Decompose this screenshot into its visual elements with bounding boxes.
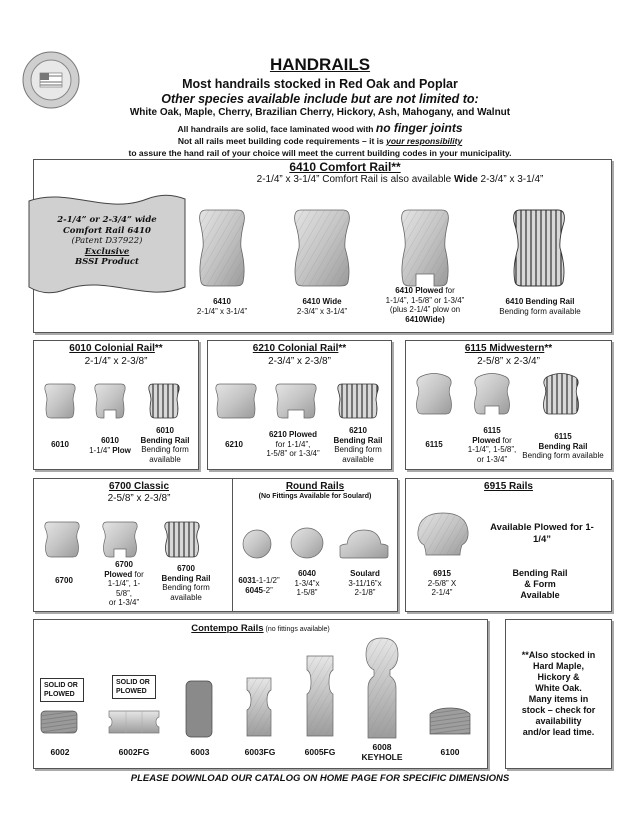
label-6010-bending bbox=[133, 426, 197, 464]
label-6002: 6002 bbox=[50, 747, 70, 757]
comfort-subtitle-text: 2-1/4” x 3-1/4” Comfort Rail is also available bbox=[256, 174, 454, 185]
label-6210-bending bbox=[326, 426, 390, 464]
profile-6008-keyhole bbox=[362, 636, 402, 740]
label-6915 bbox=[414, 569, 470, 598]
stock-line: Most handrails stocked in Red Oak and Poplar bbox=[182, 77, 458, 91]
stock-note-l8: and/or lead time. bbox=[522, 727, 595, 737]
desc-6700-plowed-d: or 1-3/4” bbox=[108, 598, 140, 607]
desc-6115-plowed-b: 1-1/4”, 1-5/8”, bbox=[467, 445, 517, 454]
profile-6410-bending bbox=[510, 208, 568, 288]
desc-6040-b: 1-5/8” bbox=[296, 588, 318, 597]
codes-note-line2: to assure the hand rail of your choice will meet the current building codes in your municipality. bbox=[128, 148, 512, 158]
profile-6003 bbox=[185, 680, 213, 738]
code-6040: 6040 bbox=[298, 569, 316, 578]
profile-6005fg bbox=[303, 654, 337, 738]
desc-6010-plow-b: Plow bbox=[112, 445, 131, 455]
desc-6410-plowed-d: 6410Wide) bbox=[405, 314, 445, 324]
label-6002fg: 6002FG bbox=[118, 747, 150, 757]
round-rails-title: Round Rails bbox=[285, 481, 345, 492]
desc-6210-plowed: for 1-1/4”, bbox=[275, 439, 311, 449]
label-6410-plowed bbox=[375, 286, 475, 324]
profile-6002fg bbox=[106, 708, 162, 736]
desc-6115-plowed: for bbox=[500, 435, 512, 445]
code-6410-bending: 6410 Bending Rail bbox=[505, 297, 575, 306]
comfort-subtitle-bold: Wide bbox=[453, 174, 478, 185]
stock-note-l4: White Oak. bbox=[535, 683, 582, 693]
profile-6010-bending bbox=[147, 382, 181, 420]
desc-6010-plow: 1-1/4” bbox=[89, 445, 113, 455]
banner-line-size: 2-1/4” or 2-3/4” wide bbox=[57, 215, 157, 225]
contempo-note: (no fittings available) bbox=[263, 626, 330, 633]
code-6700-bending-b: Bending Rail bbox=[161, 573, 211, 583]
colonial-6210-title-text: 6210 Colonial Rail bbox=[252, 343, 339, 354]
label-6003fg: 6003FG bbox=[244, 747, 276, 757]
stock-note-l3: Hickory & bbox=[537, 672, 580, 682]
bending-note-a: Bending Rail bbox=[512, 568, 568, 578]
colonial-6010-title-suffix: ** bbox=[154, 343, 163, 354]
solid-note-text: All handrails are solid, face laminated wood with bbox=[177, 124, 376, 134]
stock-note bbox=[505, 650, 612, 738]
tag-solid-or-plowed-b: SOLID OR PLOWED bbox=[112, 675, 156, 699]
stock-note-l1: **Also stocked in bbox=[521, 650, 596, 660]
desc-6210-bending-b: available bbox=[342, 454, 374, 464]
label-6005fg: 6005FG bbox=[304, 747, 336, 757]
label-6115-bending bbox=[520, 432, 606, 461]
banner-line-exclusive: Exclusive bbox=[84, 246, 130, 257]
footer-note: PLEASE DOWNLOAD OUR CATALOG ON HOME PAGE FOR SPECIFIC DIMENSIONS bbox=[130, 773, 510, 784]
label-6003: 6003 bbox=[190, 747, 210, 757]
profile-6210-plowed bbox=[274, 382, 318, 420]
desc-6915-b: 2-1/4” bbox=[431, 588, 453, 597]
exclusive-banner bbox=[27, 189, 187, 299]
profile-6002 bbox=[40, 710, 78, 734]
rails-6915-plowed-note: Available Plowed for 1-1/4” bbox=[490, 522, 594, 545]
label-6700-bending bbox=[154, 564, 218, 602]
profile-6115-bending bbox=[541, 372, 581, 416]
label-6010: 6010 bbox=[51, 440, 69, 449]
code-6410-wide: 6410 Wide bbox=[302, 297, 342, 306]
profile-6210 bbox=[214, 382, 258, 420]
desc-6700-plowed-b: 1-1/4”, 1- bbox=[107, 579, 141, 588]
desc-6010-bending-b: available bbox=[149, 454, 181, 464]
profile-6410-plowed bbox=[398, 208, 452, 288]
code-6410: 6410 bbox=[213, 297, 231, 306]
desc-6210-plowed-b: 1-5/8” or 1-3/4” bbox=[266, 449, 320, 458]
label-6410-bending bbox=[494, 297, 586, 316]
round-rails-note: (No Fittings Available for Soulard) bbox=[258, 493, 372, 500]
codes-note-emphasis: your responsibility bbox=[386, 136, 463, 146]
label-6115: 6115 bbox=[425, 440, 443, 449]
code-keyhole: KEYHOLE bbox=[361, 751, 403, 762]
banner-line-patent: (Patent D37922) bbox=[71, 236, 143, 246]
tag-solid-or-plowed-a: SOLID OR PLOWED bbox=[40, 678, 84, 702]
code-6010-plow: 6010 bbox=[101, 436, 119, 445]
desc-6010-bending: Bending form bbox=[141, 445, 189, 454]
label-6100: 6100 bbox=[440, 747, 460, 757]
colonial-6010-title-text: 6010 Colonial Rail bbox=[69, 343, 155, 354]
code-6700-plowed: 6700 bbox=[115, 560, 133, 569]
species-heading: Other species available include but are not limited to: bbox=[161, 92, 479, 106]
label-6010-plow bbox=[85, 436, 135, 455]
banner-line-name: Comfort Rail 6410 bbox=[63, 225, 151, 236]
code-6700-plowed-b: Plowed bbox=[104, 569, 133, 579]
comfort-rail-title: 6410 Comfort Rail** bbox=[289, 160, 401, 174]
profile-6040 bbox=[289, 525, 325, 561]
desc-6700-plowed-c: 5/8”, bbox=[115, 588, 132, 598]
profile-6700 bbox=[43, 519, 81, 559]
colonial-6010-size: 2-1/4” x 2-3/8” bbox=[84, 356, 148, 367]
codes-note bbox=[0, 136, 640, 146]
profile-6115-plowed bbox=[472, 372, 512, 416]
colonial-6210-size: 2-3/4” x 2-3/8” bbox=[268, 356, 331, 367]
contempo-title-text: Contempo Rails bbox=[191, 623, 264, 634]
comfort-rail-subtitle bbox=[200, 174, 600, 185]
code-6210-plowed: 6210 Plowed bbox=[268, 430, 318, 439]
code-6915: 6915 bbox=[433, 569, 451, 578]
label-6210: 6210 bbox=[225, 440, 243, 449]
label-6040 bbox=[284, 569, 330, 598]
desc-6115-bending: Bending form available bbox=[522, 451, 604, 460]
desc-6410-plowed-c: (plus 2-1/4” plow on bbox=[389, 305, 461, 314]
solid-note-emphasis: no finger joints bbox=[375, 121, 463, 135]
codes-note-text: Not all rails meet building code requirements – it is bbox=[177, 136, 387, 146]
midwestern-title bbox=[405, 343, 612, 354]
profile-6003fg bbox=[244, 676, 274, 738]
label-6210-plowed bbox=[258, 430, 328, 459]
desc-6410-wide: 2-3/4” x 3-1/4” bbox=[296, 306, 348, 316]
colonial-6210-title bbox=[207, 343, 392, 354]
profile-6010-plow bbox=[93, 382, 127, 420]
desc-6210-bending: Bending form bbox=[334, 445, 382, 454]
desc-soulard-b: 2-1/8” bbox=[354, 588, 376, 597]
code-6031: 6031 bbox=[238, 576, 257, 585]
label-6115-plowed bbox=[458, 426, 526, 464]
rails-6915-title: 6915 Rails bbox=[484, 481, 533, 492]
desc-6410: 2-1/4” x 3-1/4” bbox=[196, 306, 248, 316]
desc-6700-bending: Bending form bbox=[162, 583, 210, 592]
code-6010-bending-b: Bending Rail bbox=[140, 435, 190, 445]
desc-6045: -2” bbox=[263, 585, 273, 595]
stock-note-l7: availability bbox=[535, 716, 582, 726]
profile-6010 bbox=[43, 382, 77, 420]
code-6115-plowed: 6115 bbox=[483, 426, 501, 435]
banner-line-product: BSSI Product bbox=[75, 257, 139, 267]
midwestern-title-text: 6115 Midwestern bbox=[464, 343, 545, 354]
code-6210-bending: 6210 bbox=[349, 426, 367, 435]
label-6700-plowed bbox=[96, 560, 152, 608]
species-list: White Oak, Maple, Cherry, Brazilian Cherry, Hickory, Ash, Mahogany, and Walnut bbox=[129, 107, 511, 118]
desc-6115-plowed-c: or 1-3/4” bbox=[476, 454, 508, 464]
midwestern-size: 2-5/8” x 2-3/4” bbox=[477, 356, 540, 367]
label-6031-6045 bbox=[234, 576, 284, 595]
label-6410 bbox=[182, 297, 262, 316]
bending-note-c: Available bbox=[520, 590, 560, 600]
profile-6210-bending bbox=[336, 382, 380, 420]
desc-6410-plowed-b: 1-1/4”, 1-5/8” or 1-3/4” bbox=[385, 295, 465, 305]
code-6210-bending-b: Bending Rail bbox=[333, 435, 383, 445]
colonial-6010-title bbox=[33, 343, 199, 354]
rails-6915-bending-note bbox=[484, 568, 596, 601]
profile-6700-bending bbox=[163, 519, 201, 559]
profile-6100 bbox=[428, 704, 472, 736]
classic-size: 2-5/8” x 2-3/8” bbox=[107, 493, 171, 504]
code-6115-bending-b: Bending Rail bbox=[538, 441, 588, 451]
midwestern-title-suffix: ** bbox=[544, 343, 553, 354]
desc-6915: 2-5/8” X bbox=[427, 578, 457, 588]
code-6700-bending: 6700 bbox=[177, 564, 195, 573]
stock-note-l5: Many items in bbox=[528, 694, 589, 704]
bending-note-b: & Form bbox=[524, 579, 556, 589]
solid-note bbox=[0, 121, 640, 135]
label-6410-wide bbox=[280, 297, 364, 316]
profile-6410-wide bbox=[291, 208, 353, 288]
page-title: HANDRAILS bbox=[0, 55, 640, 75]
classic-title: 6700 Classic bbox=[108, 481, 170, 492]
code-6045: 6045 bbox=[245, 585, 263, 595]
code-6115-plowed-b: Plowed bbox=[472, 435, 501, 445]
desc-6040: 1-3/4”x bbox=[294, 578, 320, 588]
comfort-subtitle-size: 2-3/4” x 3-1/4” bbox=[477, 174, 544, 185]
code-6008: 6008 bbox=[372, 742, 392, 752]
desc-6410-bending: Bending form available bbox=[499, 306, 581, 316]
profile-soulard bbox=[337, 526, 391, 560]
profile-6115 bbox=[414, 372, 454, 416]
contempo-title bbox=[33, 623, 488, 634]
desc-soulard: 3-11/16”x bbox=[348, 578, 382, 588]
code-6115-bending: 6115 bbox=[554, 432, 572, 441]
code-6010-bending: 6010 bbox=[156, 426, 174, 435]
profile-6700-plowed bbox=[101, 519, 139, 559]
profile-6410 bbox=[196, 208, 248, 288]
label-6700: 6700 bbox=[55, 576, 73, 585]
stock-note-l2: Hard Maple, bbox=[532, 661, 584, 671]
profile-6031 bbox=[241, 528, 273, 560]
label-soulard bbox=[338, 569, 392, 598]
label-6008-keyhole bbox=[356, 743, 408, 762]
profile-6915 bbox=[416, 511, 470, 557]
desc-6410-plowed-a: for bbox=[443, 286, 455, 295]
colonial-6210-title-suffix: ** bbox=[338, 343, 347, 354]
desc-6700-plowed: for bbox=[132, 569, 144, 579]
code-soulard: Soulard bbox=[350, 569, 380, 578]
desc-6031: -1-1/2” bbox=[256, 576, 280, 585]
stock-note-l6: stock – check for bbox=[521, 705, 596, 715]
code-6410-plowed: 6410 Plowed bbox=[395, 286, 444, 295]
desc-6700-bending-b: available bbox=[170, 592, 202, 602]
